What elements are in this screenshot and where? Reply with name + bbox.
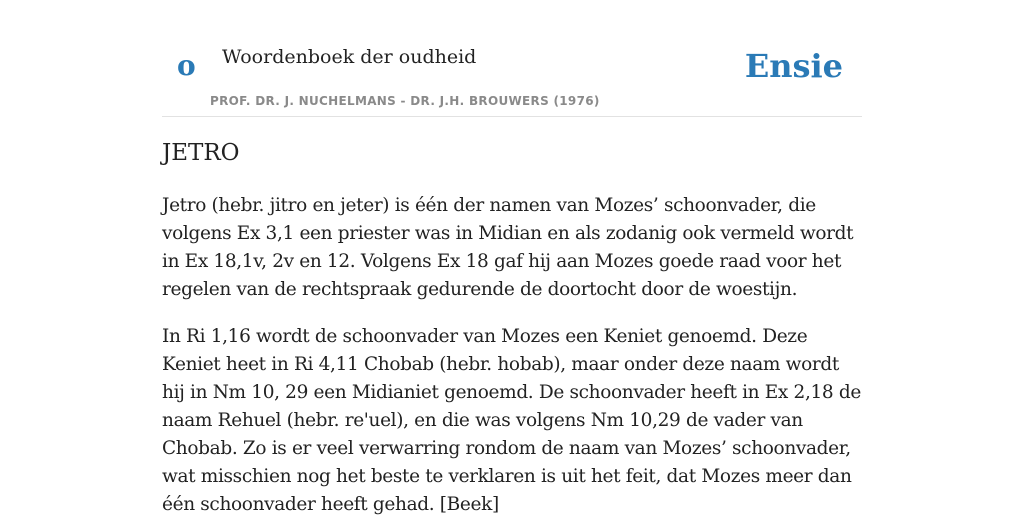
index-letter[interactable]: o [177,49,196,82]
brand-logo-link[interactable]: Ensie [744,47,843,85]
entry-paragraph: Jetro (hebr. jitro en jeter) is één der namen van Mozes’ schoonvader, die volgens Ex 3,1 een priester was in Midian en als zodanig ook vermeld wordt in Ex 18,1v, 2v en 12. Volgens Ex 18 gaf hij aan Mozes goede raad voor het regelen van de rechtspraak gedurende de doortocht door de woestijn. [162,195,854,300]
book-header [162,0,862,117]
entry-title: JETRO [162,140,240,166]
entry-paragraph: In Ri 1,16 wordt de schoonvader van Mozes een Keniet genoemd. Deze Keniet heet in Ri 4,11 Chobab (hebr. hobab), maar onder deze naam wordt hij in Nm 10, 29 een Midianiet genoemd. De schoonvader heeft in Ex 2,18 de naam Rehuel (hebr. re'uel), en die was volgens Nm 10,29 de vader van Chobab. Zo is er veel verwarring rondom de naam van Mozes’ schoonvader, wat misschien nog het beste te verklaren is uit het feit, dat Mozes meer dan één schoonvader heeft gehad. [Beek] [162,326,861,515]
book-title[interactable]: Woordenboek der oudheid [222,46,477,68]
book-authors: PROF. DR. J. NUCHELMANS - DR. J.H. BROUWERS (1976) [210,94,600,108]
